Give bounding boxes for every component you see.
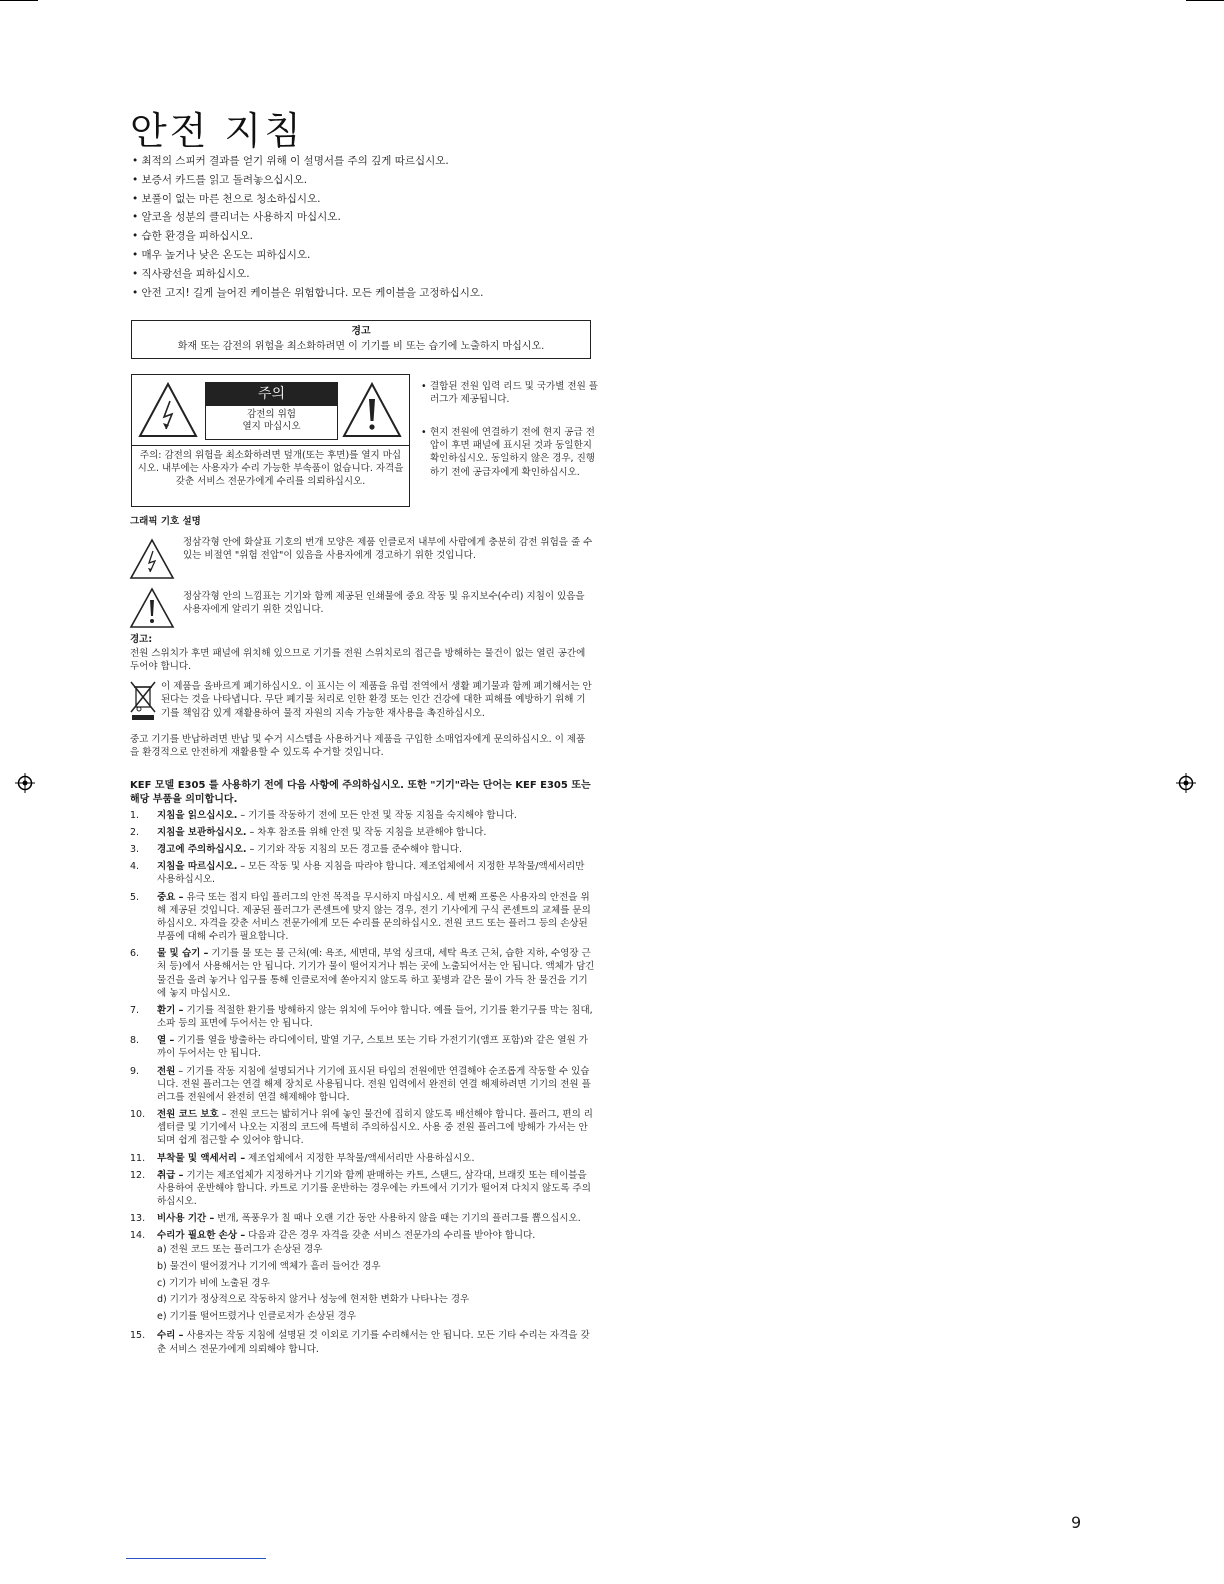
item-heading: 부착물 및 액세서리 – — [157, 1152, 246, 1164]
list-item — [130, 1229, 596, 1325]
item-heading: 수리가 필요한 손상 – — [157, 1230, 246, 1242]
caution-body-text: 주의: 감전의 위험을 최소화하려면 덮개(또는 후면)를 열지 마십시오. 내부에는 사용자가 수리 가능한 부속품이 없습니다. 자격을 갖춘 서비스 전문가에게 수리를 의뢰하십시오. — [137, 450, 404, 487]
item-text: 다음과 같은 경우 자격을 갖춘 서비스 전문가의 수리를 받아야 합니다. — [245, 1230, 536, 1242]
item-text: 제조업체에서 지정한 부착물/액세서리만 사용하십시오. — [245, 1152, 475, 1164]
list-item: • 직사광선을 피하십시오. — [132, 265, 483, 284]
item-heading: 지침을 읽으십시오. — [157, 810, 238, 821]
footer-rule — [126, 1558, 266, 1559]
warning2-text: 전원 스위치가 후면 패널에 위치해 있으므로 기기를 전원 스위치로의 접근을 방해하는 물건이 없는 열린 공간에 두어야 합니다. — [130, 648, 586, 673]
item-heading: 비사용 기간 – — [157, 1213, 215, 1225]
lightning-warning-icon — [137, 381, 199, 439]
item-heading: 중요 – — [157, 891, 184, 903]
item-number: 8. — [130, 1035, 140, 1047]
item-heading: 물 및 습기 – — [157, 948, 209, 960]
item-number: 5. — [130, 891, 140, 903]
warning-text: 화재 또는 감전의 위험을 최소화하려면 이 기기를 비 또는 습기에 노출하지 마십시오. — [177, 341, 545, 352]
power-lead-note: • 결합된 전원 입력 리드 및 국가별 전원 플러그가 제공됩니다. — [421, 380, 602, 406]
item-heading: 지침을 보관하십시오. — [157, 827, 247, 839]
item-heading: 경고에 주의하십시오. — [157, 844, 247, 856]
caution-label-line2: 열지 마십시오 — [242, 421, 301, 432]
list-item: • 습한 환경을 피하십시오. — [132, 227, 483, 246]
list-item: • 안전 고지! 길게 늘어진 케이블은 위험합니다. 모든 케이블을 고정하십시오. — [132, 284, 483, 303]
graphic-symbols-heading: 그래픽 기호 설명 — [130, 516, 201, 527]
list-item — [130, 1169, 596, 1209]
item-number: 6. — [130, 948, 140, 960]
lightning-symbol-icon — [129, 538, 175, 580]
item-text: 사용자는 작동 지침에 설명된 것 이외로 기기를 수리해서는 안 됩니다. 모든 기타 수리는 자격을 갖춘 서비스 전문가에게 의뢰해야 합니다. — [157, 1330, 590, 1355]
item-heading: 전원 코드 보호 — [157, 1109, 219, 1121]
list-item: • 매우 높거나 낮은 온도는 피하십시오. — [132, 246, 483, 265]
caution-label — [205, 382, 338, 440]
registration-mark-right — [1176, 773, 1196, 793]
damage-case: e) 기기를 떨어뜨렸거나 인클로저가 손상된 경우 — [157, 1310, 357, 1322]
exclamation-warning-icon — [341, 381, 403, 439]
instructions-list — [130, 809, 596, 1360]
item-number: 12. — [130, 1169, 146, 1181]
item-text: – 기기와 작동 지침의 모든 경고를 준수해야 합니다. — [246, 844, 462, 856]
voltage-check-note: • 현지 전원에 연결하기 전에 현지 공급 전압이 후면 패널에 표시된 것과 동일한지 확인하십시오. 동일하지 않은 경우, 진행하기 전에 공급자에게 확인하십시오. — [421, 426, 602, 479]
intro-text: KEF 모델 E305 를 사용하기 전에 다음 사항에 주의하십시오. 또한 "기기"라는 단어는 KEF E305 또는 해당 부품을 의미합니다. — [130, 780, 591, 805]
caution-label-line1: 감전의 위험 — [247, 409, 296, 420]
list-item: • 보풀이 없는 마른 천으로 청소하십시오. — [132, 190, 483, 209]
item-number: 2. — [130, 827, 140, 839]
item-number: 15. — [130, 1330, 146, 1342]
item-text: – 기기를 작동 지침에 설명되거나 기기에 표시된 타입의 전원에만 연결해야 순조롭게 작동할 수 있습니다. 전원 플러그는 연결 해제 장치로 사용됩니다. 전원 입력에서 완전히 연결 해제하려면 기기의 전원 플러그를 전원에서 완전히 연결 해제해야 합니다. — [157, 1065, 591, 1103]
exclamation-symbol-icon — [129, 587, 175, 629]
item-text: 기기는 제조업체가 지정하거나 기기와 함께 판매하는 카트, 스탠드, 삼각대, 브래킷 또는 테이블을 사용하여 운반해야 합니다. 카트로 기기를 운반하는 경우에는 카트에서 기기가 떨어져 다치지 않도록 주의하십시오. — [157, 1169, 591, 1208]
page-number: 9 — [1071, 1513, 1082, 1532]
warning-box — [131, 320, 591, 359]
item-heading: 수리 – — [157, 1330, 184, 1342]
disposal-text: 이 제품을 올바르게 폐기하십시오. 이 표시는 이 제품을 유럽 전역에서 생활 폐기물과 함께 폐기해서는 안 된다는 것을 나타냅니다. 무단 폐기물 처리로 인한 환경 또는 인간 건강에 대한 피해를 예방하기 위해 기기를 책임감 있게 재활용하여 물적 자원의 지속 가능한 재사용을 촉진하십시오. — [161, 681, 592, 719]
list-item — [130, 1108, 596, 1148]
item-number: 14. — [130, 1230, 146, 1242]
list-item — [130, 860, 596, 886]
list-item — [130, 1329, 596, 1355]
list-item: • 보증서 카드를 읽고 돌려놓으십시오. — [132, 171, 483, 190]
item-text: 기기를 물 또는 물 근처(예: 욕조, 세면대, 부엌 싱크대, 세탁 욕조 근처, 습한 지하, 수영장 근처 등)에서 사용해서는 안 됩니다. 기기가 물이 떨어지거나 튀는 곳에 노출되어서는 안 됩니다. 액체가 담긴 물건을 올려 놓거나 입구를 통해 인클로저에 쏟아지지 않도록 하고 꽃병과 같은 물이 가득 찬 물건을 기기에 놓지 마십시오. — [157, 948, 595, 999]
caution-label-title: 주의 — [206, 383, 337, 406]
list-item — [130, 1065, 596, 1105]
item-text: – 모든 작동 및 사용 지침을 따라야 합니다. 제조업체에서 지정한 부착물/액세서리만 사용하십시오. — [157, 861, 585, 886]
item-number: 11. — [130, 1152, 146, 1164]
crop-mark-top-left — [0, 0, 38, 1]
list-item — [130, 809, 596, 822]
item-number: 9. — [130, 1065, 140, 1077]
item-text: 유극 또는 접지 타입 플러그의 안전 목적을 무시하지 마십시오. 세 번째 프롱은 사용자의 안전을 위해 제공된 것입니다. 제공된 플러그가 콘센트에 맞지 않는 경우, 전기 기사에게 구식 콘센트의 교체를 문의하십시오. 자격을 갖춘 서비스 전문가에게 모든 수리를 문의하십시오. 전원 코드 또는 플러그 등의 손상된 부품에 대해 수리가 필요합니다. — [157, 891, 591, 943]
item-text: 번개, 폭풍우가 칠 때나 오랜 기간 동안 사용하지 않을 때는 기기의 플러그를 뽑으십시오. — [214, 1213, 581, 1225]
item-text: – 전원 코드는 밟히거나 위에 놓인 물건에 집히지 않도록 배선해야 합니다. 플러그, 편의 리셉터클 및 기기에서 나오는 지점의 코드에 특별히 주의하십시오. 사용 중 전원 플러그에 방해가 가서는 안 되며 쉽게 접근할 수 있어야 합니다. — [157, 1109, 593, 1147]
warning2-heading: 경고: — [130, 634, 153, 645]
item-text: – 기기를 작동하기 전에 모든 안전 및 작동 지침을 숙지해야 합니다. — [237, 810, 517, 821]
list-item — [130, 891, 596, 944]
item-number: 10. — [130, 1109, 146, 1121]
registration-mark-left — [15, 773, 35, 793]
list-item — [130, 1004, 596, 1030]
item-number: 7. — [130, 1004, 140, 1016]
damage-case: a) 전원 코드 또는 플러그가 손상된 경우 — [157, 1244, 323, 1256]
damage-case: d) 기기가 정상적으로 작동하지 않거나 성능에 현저한 변화가 나타나는 경우 — [157, 1294, 470, 1306]
exclamation-symbol-text: 정삼각형 안의 느낌표는 기기와 함께 제공된 인쇄물에 중요 작동 및 유지보수(수리) 지침이 있음을 사용자에게 알리기 위한 것입니다. — [183, 591, 585, 616]
item-heading: 취급 – — [157, 1169, 184, 1181]
item-number: 3. — [130, 844, 140, 856]
item-text: 기기를 열을 방출하는 라디에이터, 발열 기구, 스토브 또는 기타 가전기기(앰프 포함)와 같은 열원 가까이 두어서는 안 됩니다. — [157, 1035, 588, 1060]
weee-bin-icon — [130, 681, 156, 721]
list-item — [130, 947, 596, 1000]
list-item — [130, 1034, 596, 1060]
damage-case: b) 물건이 떨어졌거나 기기에 액체가 흘러 들어간 경우 — [157, 1261, 381, 1273]
item-text: 기기를 적절한 환기를 방해하지 않는 위치에 두어야 합니다. 예를 들어, 기기를 환기구를 막는 침대, 소파 등의 표면에 두어서는 안 됩니다. — [157, 1004, 593, 1030]
list-item — [130, 1152, 596, 1165]
list-item — [130, 826, 596, 839]
item-number: 13. — [130, 1213, 146, 1225]
item-heading: 전원 — [157, 1065, 176, 1077]
safety-bullet-list — [132, 152, 483, 302]
item-heading: 지침을 따르십시오. — [157, 861, 238, 873]
list-item — [130, 1212, 596, 1225]
item-heading: 환기 – — [157, 1004, 184, 1016]
list-item — [130, 843, 596, 856]
item-number: 4. — [130, 861, 140, 873]
crop-mark-top-right — [1186, 0, 1224, 1]
warning-heading: 경고 — [351, 326, 371, 337]
item-number: 1. — [130, 810, 140, 821]
item-text: – 차후 참조를 위해 안전 및 작동 지침을 보관해야 합니다. — [246, 827, 487, 839]
page-title: 안전 지침 — [130, 109, 304, 153]
list-item: • 알코올 성분의 클리너는 사용하지 마십시오. — [132, 208, 483, 227]
damage-case: c) 기기가 비에 노출된 경우 — [157, 1277, 270, 1289]
list-item: • 최적의 스피커 결과를 얻기 위해 이 설명서를 주의 깊게 따르십시오. — [132, 152, 483, 171]
caution-box — [131, 374, 410, 507]
item-heading: 열 – — [157, 1035, 175, 1047]
caution-divider — [132, 445, 409, 446]
lightning-symbol-text: 정삼각형 안에 화살표 기호의 번개 모양은 제품 인클로저 내부에 사람에게 충분히 감전 위험을 줄 수 있는 비절연 "위험 전압"이 있음을 사용자에게 경고하기 위한 것입니다. — [183, 537, 593, 562]
disposal-return-text: 중고 기기를 반납하려면 반납 및 수거 시스템을 사용하거나 제품을 구입한 소매업자에게 문의하십시오. 이 제품을 환경적으로 안전하게 재활용할 수 있도록 수거할 것입니다. — [130, 734, 586, 759]
